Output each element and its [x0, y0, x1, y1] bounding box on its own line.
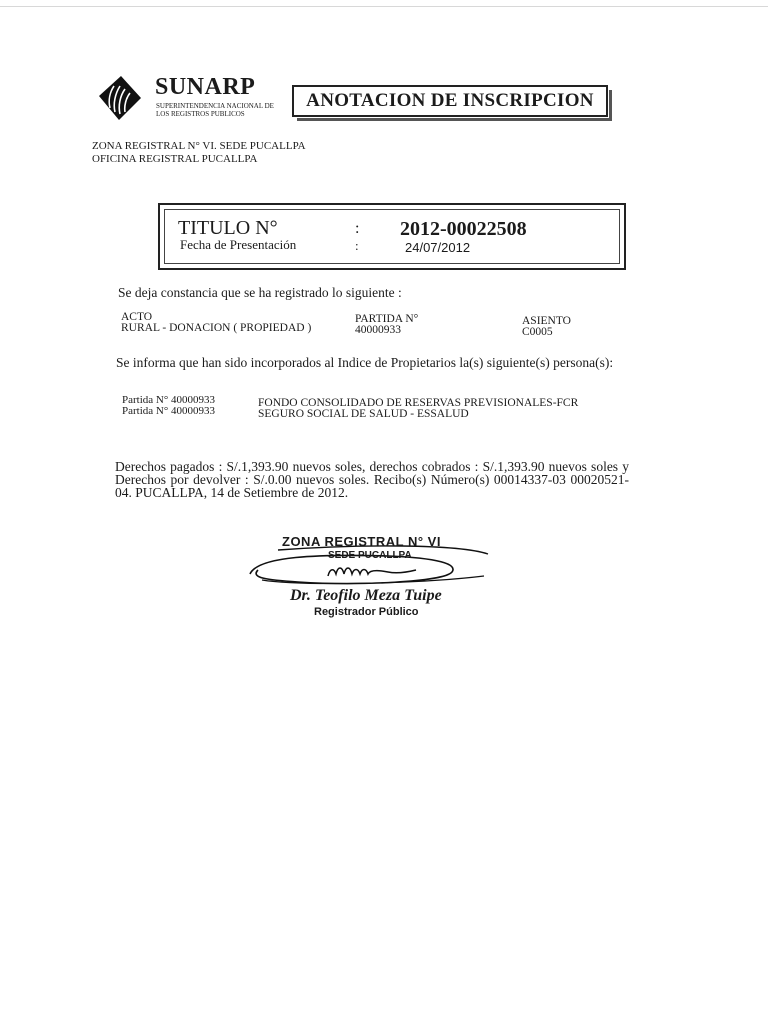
owner-partida: Partida N° 40000933: [122, 394, 216, 406]
fecha-value: 24/07/2012: [405, 240, 471, 255]
asiento-value: C0005: [522, 326, 553, 338]
intro-text: Se deja constancia que se ha registrado lo siguiente :: [118, 285, 402, 300]
brand-name: SUNARP: [155, 74, 256, 100]
office-line-1: ZONA REGISTRAL N° VI. SEDE PUCALLPA: [92, 140, 306, 152]
asiento-header: ASIENTO: [522, 315, 571, 327]
titulo-colon: :: [355, 220, 360, 237]
office-info: [92, 140, 306, 166]
owner-name: FONDO CONSOLIDADO DE RESERVAS PREVISIONALES-FCR: [258, 397, 579, 409]
acto-header: ACTO: [121, 311, 153, 323]
owner-partida-list: [122, 395, 215, 417]
fecha-colon: :: [355, 238, 359, 253]
owner-name: SEGURO SOCIAL DE SALUD - ESSALUD: [258, 408, 469, 420]
brand-subtitle: SUPERINTENDENCIA NACIONAL DE LOS REGISTROS PUBLICOS: [156, 102, 274, 118]
acto-value: RURAL - DONACION ( PROPIEDAD ): [121, 322, 312, 334]
partida-value: 40000933: [355, 324, 401, 336]
titulo-number: 2012-00022508: [400, 218, 527, 240]
document-title: ANOTACION DE INSCRIPCION: [292, 85, 608, 117]
fees-text: Derechos pagados : S/.1,393.90 nuevos soles, derechos cobrados : S/.1,393.90 nuevos soles y Derechos por devolver : S/.0.00 nuevos soles. Recibo(s) Número(s) 00014337-03 00020521-04. PUCALLPA, 14 de Setiembre de 2012.: [115, 459, 629, 500]
registrar-name: Dr. Teofilo Meza Tuipe: [290, 587, 442, 604]
partida-header: PARTIDA N°: [355, 313, 419, 325]
sunarp-logo-icon: [95, 74, 145, 122]
seal-zona: ZONA REGISTRAL N° VI: [282, 534, 441, 549]
owner-name-list: [258, 398, 578, 420]
office-line-2: OFICINA REGISTRAL PUCALLPA: [92, 153, 258, 165]
owner-partida: Partida N° 40000933: [122, 405, 216, 417]
indice-propietarios-text: Se informa que han sido incorporados al Indice de Propietarios la(s) siguiente(s) persona(s):: [116, 355, 614, 370]
seal-sede: SEDE PUCALLPA: [328, 550, 412, 561]
scan-edge-line: [0, 6, 768, 7]
registrar-role: Registrador Público: [314, 606, 419, 618]
fecha-label: Fecha de Presentación: [180, 237, 297, 252]
titulo-label: TITULO N°: [178, 217, 278, 239]
